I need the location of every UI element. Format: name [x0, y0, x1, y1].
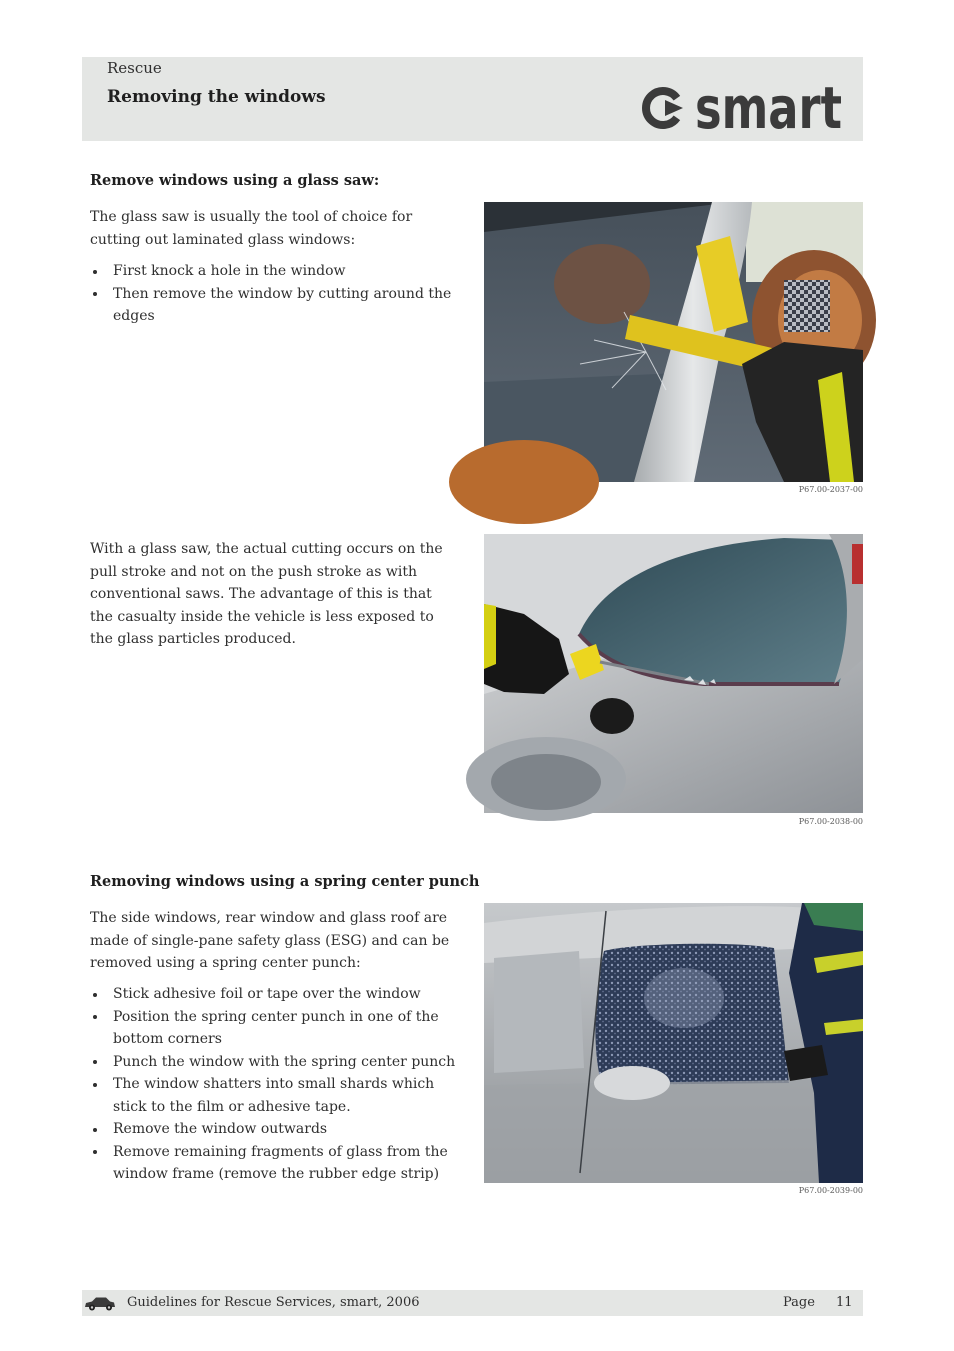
glass-saw-steps [90, 260, 475, 328]
logo-arrow [665, 100, 683, 116]
photo-glass-saw-windshield-image [484, 202, 863, 482]
car-icon [84, 1295, 116, 1311]
smart-logo-wordmark: smart [695, 74, 842, 142]
photo-glass-saw-cutting-image [484, 534, 863, 813]
car-icon-hub [108, 1306, 110, 1308]
center-punch-steps [90, 983, 475, 1186]
photo-glass-saw-windshield [484, 202, 863, 482]
photo-glass-saw-cutting [484, 534, 863, 813]
list-item: First knock a hole in the window [90, 260, 475, 283]
list-item: Stick adhesive foil or tape over the window [90, 983, 475, 1006]
reflective-cuff [484, 604, 496, 669]
list-item: Punch the window with the spring center punch [90, 1051, 475, 1074]
center-punch-intro: The side windows, rear window and glass roof are made of single-pane safety glass (ESG) and can be removed using a spring center punch: [90, 910, 450, 971]
list-item: Remove the window outwards [90, 1118, 475, 1141]
smart-logo [638, 74, 848, 142]
list-item: Remove remaining fragments of glass from the window frame (remove the rubber edge strip) [90, 1141, 475, 1186]
side-mirror [594, 1066, 670, 1100]
list-item: The window shatters into small shards which stick to the film or adhesive tape. [90, 1073, 475, 1118]
smart-logo-icon [646, 91, 683, 125]
photo-center-punch-side-window [484, 903, 863, 1183]
page-footer-band [82, 1290, 863, 1316]
section-label: Rescue [107, 59, 162, 77]
headlight-inner [491, 754, 601, 810]
door-panel [484, 1079, 863, 1183]
photo-center-punch-side-window-image [484, 903, 863, 1183]
rear-window [494, 951, 584, 1073]
page-number: 11 [836, 1295, 853, 1310]
red-trim [852, 544, 863, 584]
list-item: Then remove the window by cutting around the edges [90, 283, 475, 328]
glove [784, 1045, 828, 1081]
photo-caption: P67.00-2037-00 [798, 485, 863, 494]
footer-title: Guidelines for Rescue Services, smart, 2006 [127, 1295, 420, 1310]
seat-orange [449, 440, 599, 524]
glass-saw-intro: The glass saw is usually the tool of choice for cutting out laminated glass windows: [90, 209, 413, 248]
car-icon-hub [91, 1306, 93, 1308]
photo-caption: P67.00-2038-00 [798, 817, 863, 826]
photo-caption: P67.00-2039-00 [798, 1186, 863, 1195]
seat-pattern [784, 280, 830, 332]
headrest [554, 244, 650, 324]
page-title: Removing the windows [107, 87, 326, 107]
list-item: Position the spring center punch in one of the bottom corners [90, 1006, 475, 1051]
pull-stroke-text: With a glass saw, the actual cutting occurs on the pull stroke and not on the push stroke as with conventional saws. The advantage of this is that the casualty inside the vehicle is less exposed to the glass particles produced. [90, 541, 443, 647]
page-header-band [82, 57, 863, 141]
section-heading-center-punch: Removing windows using a spring center punch [90, 873, 480, 890]
wiper-base [590, 698, 634, 734]
window-reflection [644, 968, 724, 1028]
section-heading-glass-saw: Remove windows using a glass saw: [90, 172, 380, 189]
page-label: Page [783, 1295, 815, 1310]
